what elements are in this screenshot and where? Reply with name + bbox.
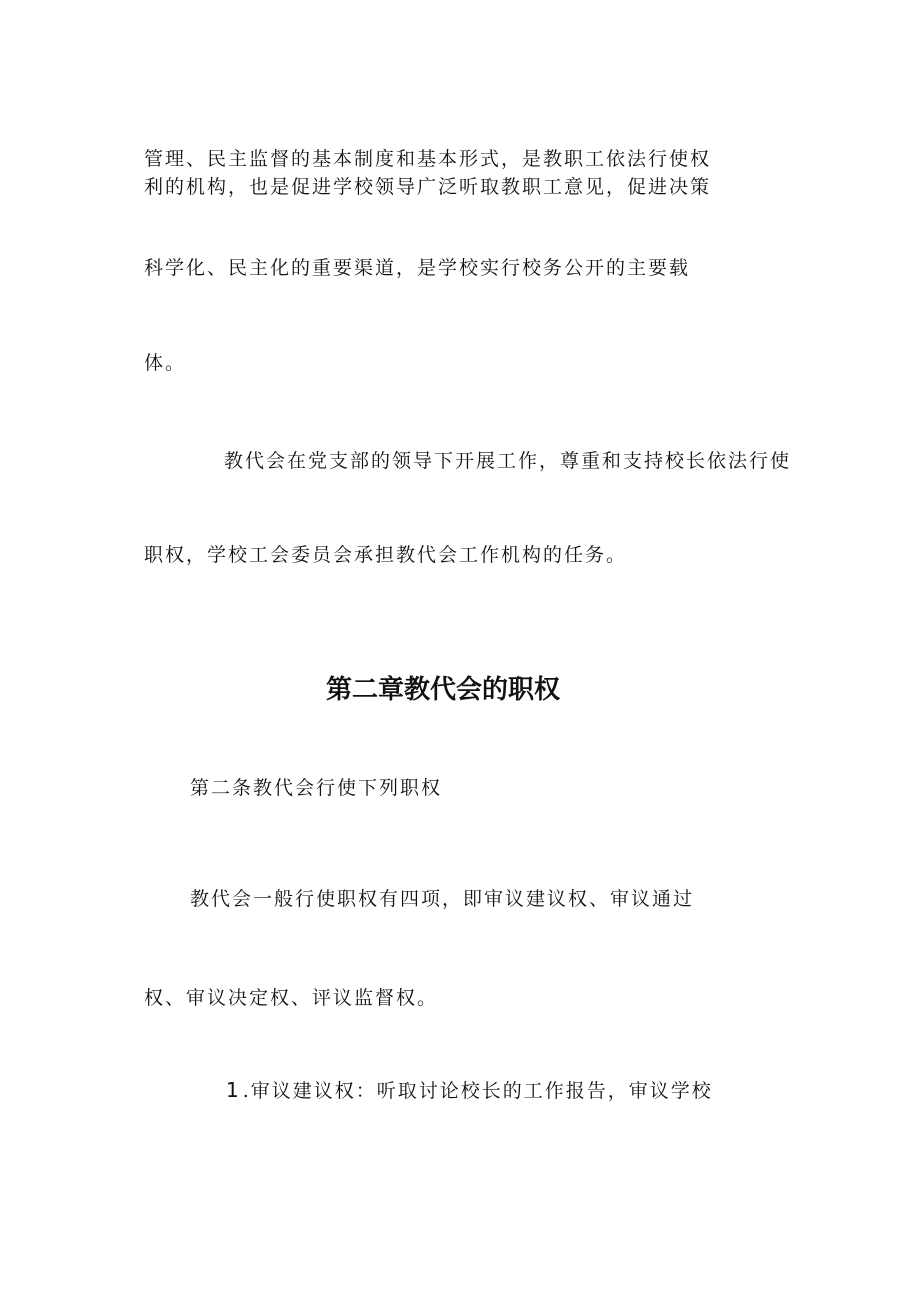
article-2-title: 第二条教代会行使下列职权	[190, 777, 443, 799]
paragraph-1-line-2: 利的机构，也是促进学校领导广泛听取教职工意见，促进决策	[144, 176, 712, 198]
paragraph-3-line-2: 权、审议决定权、评议监督权。	[144, 987, 439, 1009]
paragraph-2-line-1: 教代会在党支部的领导下开展工作，尊重和支持校长依法行使	[224, 450, 792, 472]
paragraph-2-line-2: 职权，学校工会委员会承担教代会工作机构的任务。	[144, 544, 628, 566]
item-1	[226, 1077, 713, 1104]
item-1-number: 1	[226, 1078, 239, 1102]
paragraph-1-line-3: 科学化、民主化的重要渠道，是学校实行校务公开的主要载	[144, 257, 691, 279]
paragraph-3-line-1: 教代会一般行使职权有四项，即审议建议权、审议通过	[190, 888, 695, 910]
paragraph-1-line-4: 体。	[144, 352, 187, 374]
item-1-text: .审议建议权：听取讨论校长的工作报告，审议学校	[242, 1080, 713, 1102]
paragraph-1-line-1: 管理、民主监督的基本制度和基本形式，是教职工依法行使权	[144, 148, 712, 170]
chapter-heading: 第二章教代会的职权	[326, 675, 561, 705]
